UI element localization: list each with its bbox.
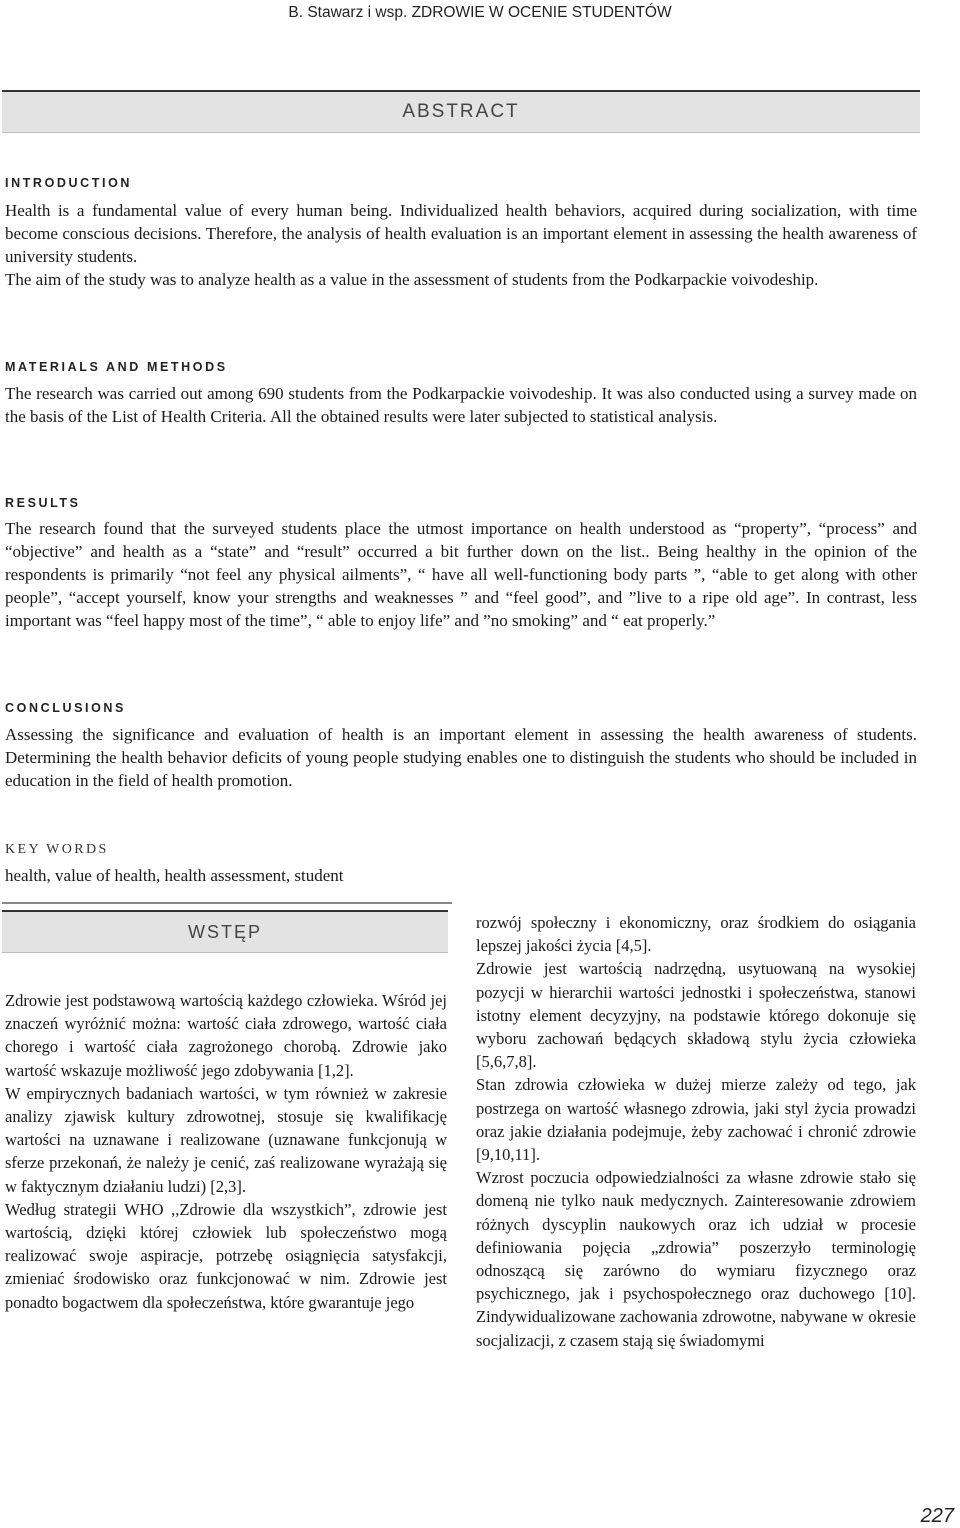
introduction-text — [5, 199, 917, 291]
introduction-heading: INTRODUCTION — [5, 176, 133, 190]
introduction-paragraph: Health is a fundamental value of every human being. Individualized health behaviors, acquired during socialization, with time become conscious decisions. Therefore, the analysis of health evaluation is an important element in assessing the health awareness of university students. — [5, 201, 917, 266]
key-words-heading: KEY WORDS — [5, 842, 109, 857]
introduction-paragraph: The aim of the study was to analyze health as a value in the assessment of students from the Podkarpackie voivodeship. — [5, 270, 819, 289]
wstep-banner: WSTĘP — [2, 910, 448, 953]
conclusions-paragraph: Assessing the significance and evaluation of health is an important element in assessing the health awareness of students. Determining the health behavior deficits of young people studying enables one to distinguish the students who should be included in education in the field of health promotion. — [5, 725, 917, 790]
conclusions-text — [5, 723, 917, 792]
results-text — [5, 517, 917, 632]
body-paragraph: Według strategii WHO ,,Zdrowie dla wszystkich”, zdrowie jest wartością, dzięki której człowiek lub społeczeństwo mogą realizować swoje aspiracje, potrzebę osiągnięcia satysfakcji, zmieniać środowisko oraz funkcjonować w nim. Zdrowie jest ponadto bogactwem dla społeczeństwa, które gwarantuje jego — [5, 1199, 447, 1312]
results-heading: RESULTS — [5, 496, 81, 510]
methods-heading: MATERIALS AND METHODS — [5, 360, 228, 374]
body-paragraph: Wzrost poczucia odpowiedzialności za własne zdrowie stało się domeną nie tylko nauk medycznych. Zainteresowanie zdrowiem różnych dyscyplin naukowych oraz ich udział w procesie definiowania pojęcia „zdrowia” poszerzyło terminologię odnoszącą się zarówno do wymiaru fizycznego oraz psychicznego, jak i psychospołecznego oraz duchowego [10]. Zindywidualizowane zachowania zdrowotne, nabywane w okresie socjalizacji, z czasem stają się świadomymi — [476, 1168, 916, 1350]
conclusions-heading: CONCLUSIONS — [5, 701, 126, 715]
abstract-banner: ABSTRACT — [2, 90, 920, 133]
left-column — [5, 989, 447, 1314]
body-paragraph: Zdrowie jest podstawową wartością każdego człowieka. Wśród jej znaczeń wyróżnić można: wartość ciała zdrowego, wartość ciała chorego i wartość ciała zagrożonego chorobą. Zdrowie jako wartość wskazuje możliwość jego zdobywania [1,2]. — [5, 991, 447, 1080]
body-paragraph: rozwój społeczny i ekonomiczny, oraz środkiem do osiągania lepszej jakości życia [4,5]. — [476, 913, 916, 956]
body-paragraph: Zdrowie jest wartością nadrzędną, usytuowaną na wysokiej pozycji w hierarchii wartości jednostki i społeczeństwa, stanowi istotny element decyzyjny, na podstawie którego dokonuje się wyboru zachowań będących składową stylu życia człowieka [5,6,7,8]. — [476, 959, 916, 1072]
key-words: health, value of health, health assessment, student — [5, 866, 344, 885]
body-paragraph: Stan zdrowia człowieka w dużej mierze zależy od tego, jak postrzega on wartość własnego zdrowia, jaki styl życia prowadzi oraz jakie działania podejmuje, żeby zachować i chronić zdrowie [9,10,11]. — [476, 1075, 916, 1165]
page-number: 227 — [920, 1505, 954, 1527]
body-paragraph: W empirycznych badaniach wartości, w tym również w zakresie analizy zjawisk kultury zdrowotnej, stosuje się kwalifikację wartości na uznawane i realizowane (uznawane funkcjonują w sferze przekonań, że należy je cenić, zaś realizowane wyrażają się w faktycznym działaniu ludzi) [2,3]. — [5, 1083, 447, 1196]
methods-text — [5, 382, 917, 428]
methods-paragraph: The research was carried out among 690 students from the Podkarpackie voivodeship. It was also conducted using a survey made on the basis of the List of Health Criteria. All the obtained results were later subjected to statistical analysis. — [5, 384, 917, 426]
divider — [2, 902, 452, 904]
running-head: B. Stawarz i wsp. ZDROWIE W OCENIE STUDENTÓW — [288, 4, 672, 21]
results-paragraph: The research found that the surveyed students place the utmost importance on health understood as “property”, “process” and “objective” and health as a “state” and “result” occurred a bit further down on the list.. Being healthy in the opinion of the respondents is primarily “not feel any physical ailments”, “ have all well-functioning body parts ”, “able to get along with other people”, “accept yourself, know your strengths and weaknesses ” and “feel good”, and ”live to a ripe old age”. In contrast, less important was “feel happy most of the time”, “ able to enjoy life” and ”no smoking” and “ eat properly.” — [5, 519, 917, 630]
right-column — [476, 911, 916, 1352]
